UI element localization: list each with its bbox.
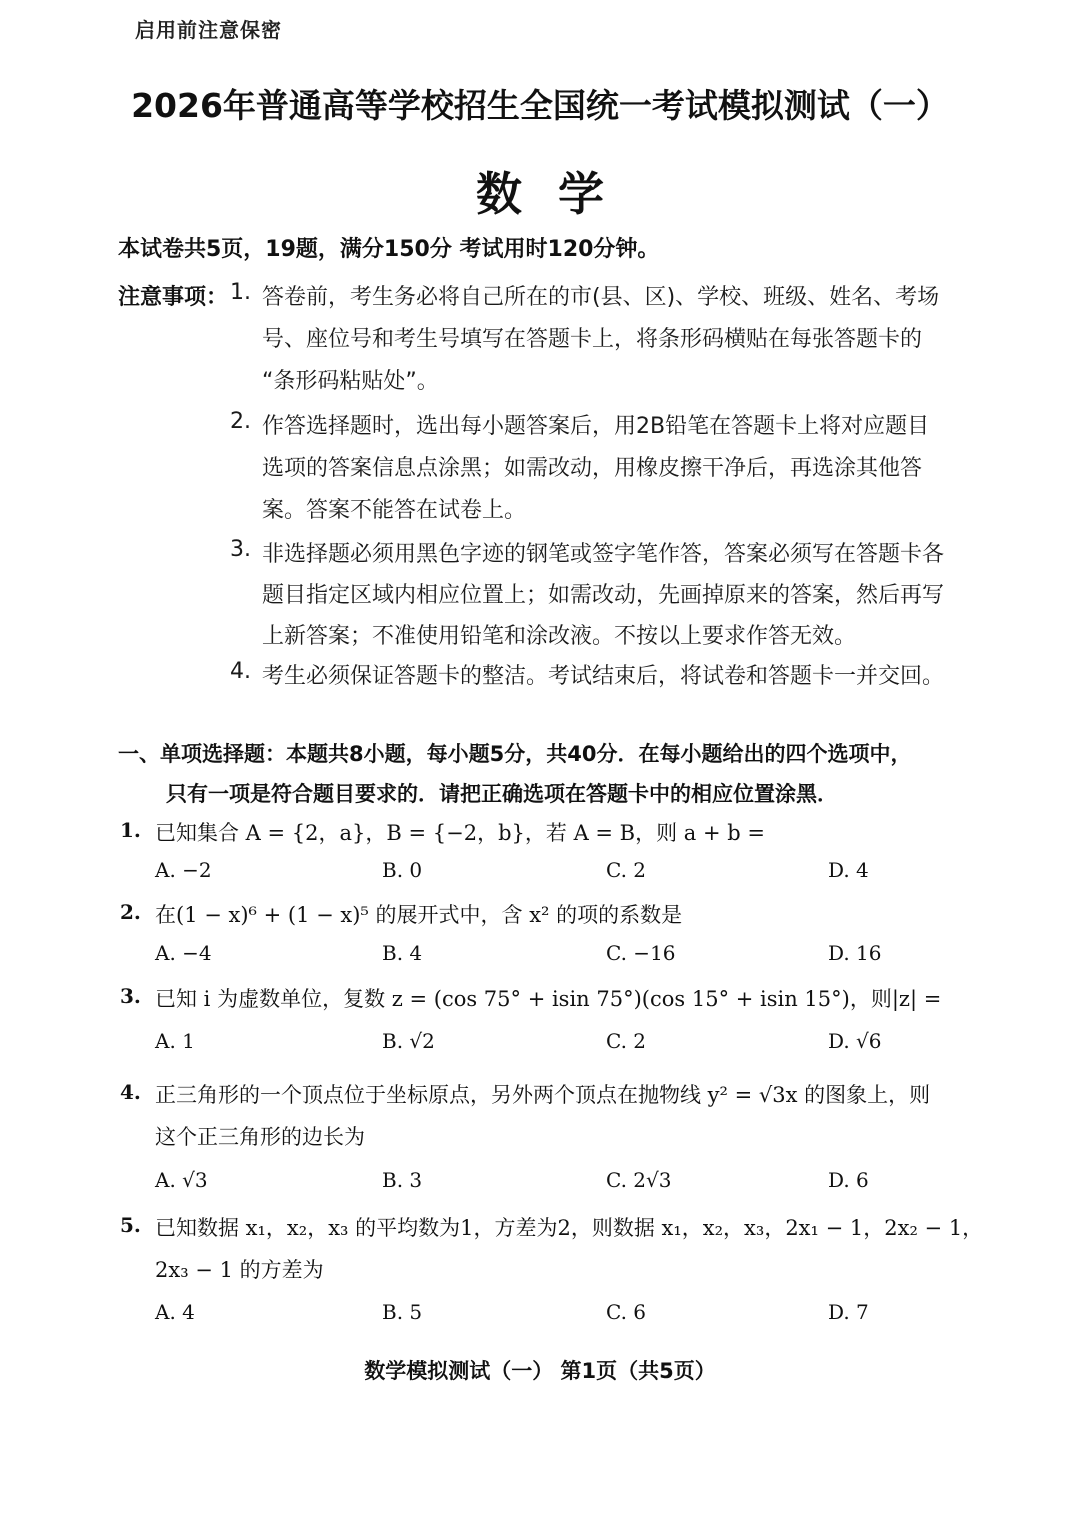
notice-item-line: “条形码粘贴处”。 (262, 369, 439, 394)
question-text: 已知 i 为虚数单位，复数 z = (cos 75° + isin 75°)(cos 15° + isin 15°)，则|z| = (155, 987, 942, 1011)
notice-item-number: 3. (230, 537, 251, 562)
option-b: B. 5 (382, 1300, 423, 1324)
notice-item-number: 2. (230, 409, 251, 434)
subject-heading: 数学 (476, 167, 640, 221)
option-c: C. −16 (606, 941, 676, 965)
option-c: C. 2 (606, 1029, 647, 1053)
question-text-cont: 这个正三角形的边长为 (155, 1125, 365, 1149)
option-a: A. −2 (155, 858, 212, 882)
notice-item-line: 答卷前，考生务必将自己所在的市(县、区)、学校、班级、姓名、考场 (262, 285, 940, 310)
notice-item-line: 号、座位号和考生号填写在答题卡上，将条形码横贴在每张答题卡的 (262, 327, 923, 352)
notice-item-line: 案。答案不能答在试卷上。 (262, 498, 527, 523)
option-a: A. 1 (155, 1029, 195, 1053)
notice-item-line: 题目指定区域内相应位置上；如需改动，先画掉原来的答案，然后再写 (262, 583, 945, 608)
option-c: C. 2 (606, 858, 647, 882)
question-number: 3. (120, 984, 141, 1008)
option-d: D. √6 (828, 1029, 882, 1053)
notice-item-line: 非选择题必须用黑色字迹的钢笔或签字笔作答，答案必须写在答题卡各 (262, 542, 945, 567)
option-a: A. 4 (155, 1300, 195, 1324)
notice-label: 注意事项： (118, 285, 229, 310)
notice-item-line: 上新答案；不准使用铅笔和涂改液。不按以上要求作答无效。 (262, 624, 857, 649)
option-b: B. 3 (382, 1168, 423, 1192)
section-heading: 一、单项选择题：本题共8小题，每小题5分，共40分．在每小题给出的四个选项中， (118, 742, 912, 766)
page-footer: 数学模拟测试（一） 第1页（共5页） (364, 1359, 716, 1383)
question-text: 已知数据 x₁，x₂，x₃ 的平均数为1，方差为2，则数据 x₁，x₂，x₃，2x₁ − 1，2x₂ − 1， (155, 1216, 984, 1240)
notice-item-line: 考生必须保证答题卡的整洁。考试结束后，将试卷和答题卡一并交回。 (262, 664, 945, 689)
question-number: 1. (120, 818, 141, 842)
question-number: 4. (120, 1080, 141, 1104)
option-a: A. −4 (155, 941, 212, 965)
section-heading-cont: 只有一项是符合题目要求的．请把正确选项在答题卡中的相应位置涂黑． (166, 782, 838, 806)
option-d: D. 4 (828, 858, 869, 882)
option-b: B. 4 (382, 941, 423, 965)
option-d: D. 16 (828, 941, 882, 965)
option-b: B. √2 (382, 1029, 435, 1053)
question-number: 2. (120, 900, 141, 924)
notice-item-line: 选项的答案信息点涂黑；如需改动，用橡皮擦干净后，再选涂其他答 (262, 456, 923, 481)
option-a: A. √3 (155, 1168, 208, 1192)
notice-item-number: 4. (230, 659, 251, 684)
option-c: C. 6 (606, 1300, 647, 1324)
question-text: 正三角形的一个顶点位于坐标原点，另外两个顶点在抛物线 y² = √3x 的图象上，则 (155, 1083, 931, 1107)
exam-title: 2026年普通高等学校招生全国统一考试模拟测试（一） (131, 86, 949, 125)
notice-item-line: 作答选择题时，选出每小题答案后，用2B铅笔在答题卡上将对应题目 (262, 414, 930, 439)
option-d: D. 6 (828, 1168, 869, 1192)
confidential-label: 启用前注意保密 (135, 18, 282, 42)
exam-meta-line: 本试卷共5页，19题，满分150分 考试用时120分钟。 (118, 237, 660, 262)
question-text: 在(1 − x)⁶ + (1 − x)⁵ 的展开式中，含 x² 的项的系数是 (155, 903, 683, 927)
option-c: C. 2√3 (606, 1168, 672, 1192)
option-d: D. 7 (828, 1300, 869, 1324)
notice-item-number: 1. (230, 280, 251, 305)
question-text-cont: 2x₃ − 1 的方差为 (155, 1258, 324, 1282)
option-b: B. 0 (382, 858, 423, 882)
question-number: 5. (120, 1213, 141, 1237)
question-text: 已知集合 A = {2，a}，B = {−2，b}，若 A = B，则 a + b = (155, 821, 765, 845)
